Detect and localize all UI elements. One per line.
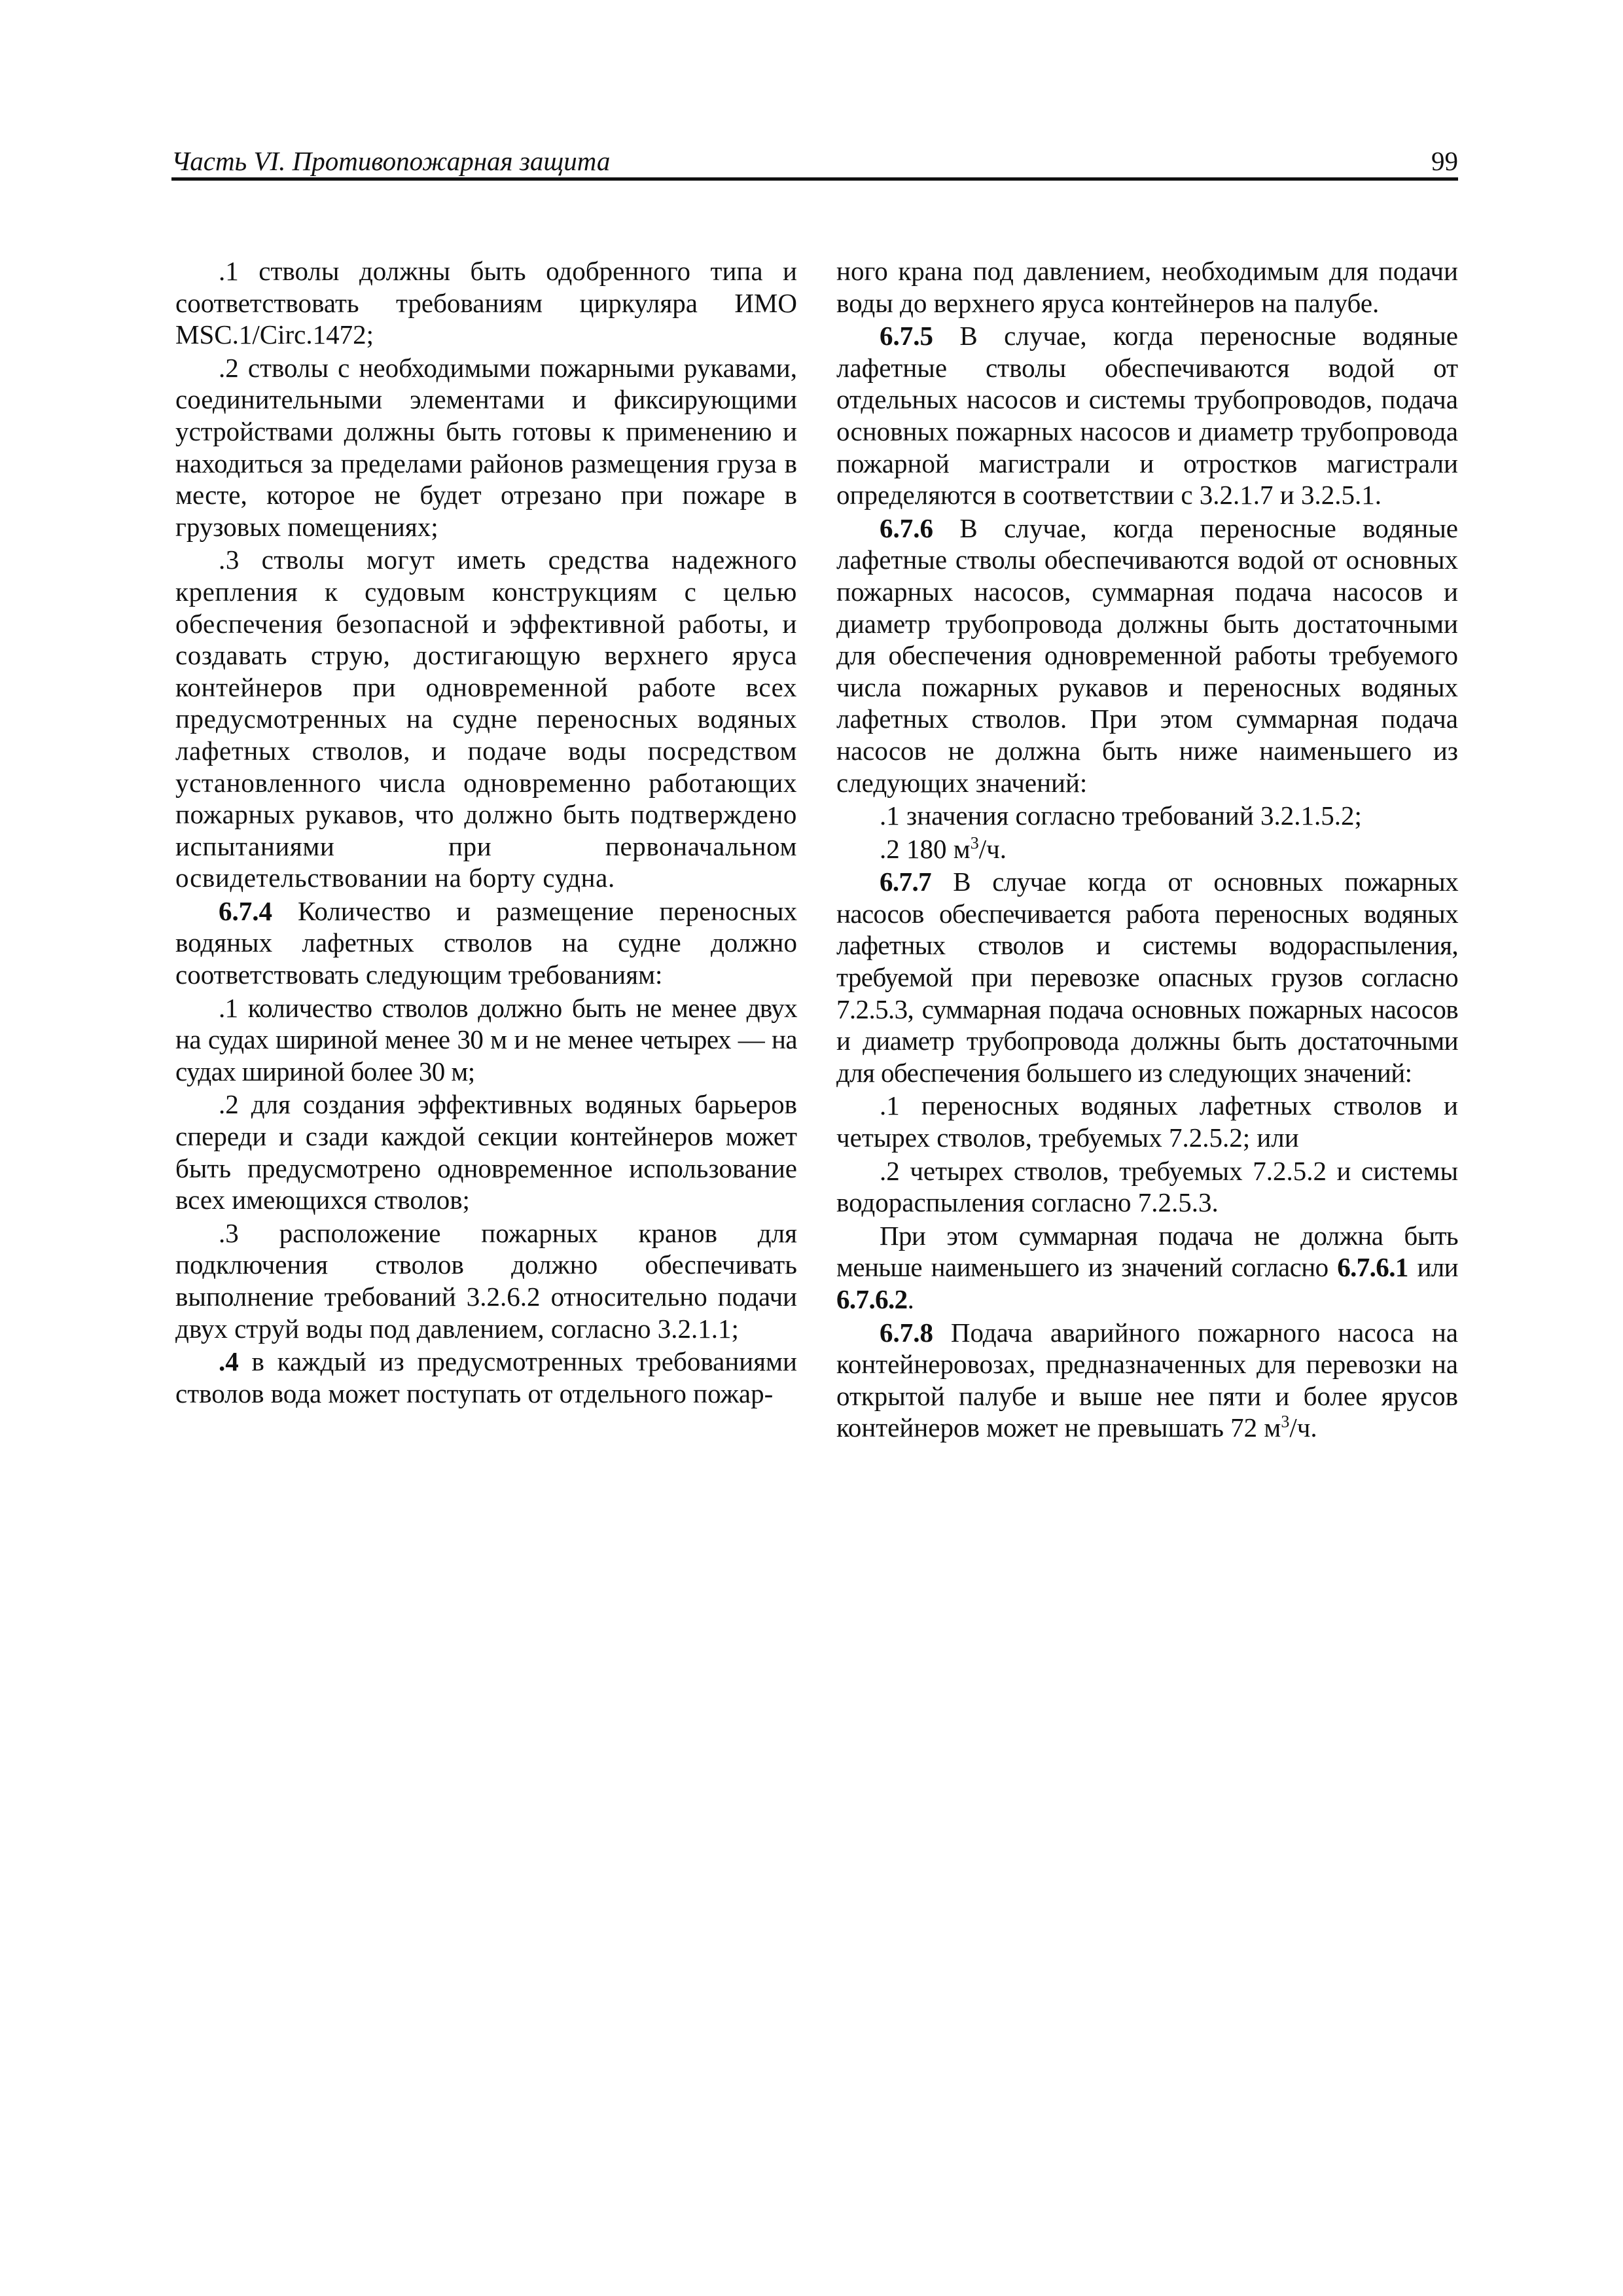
paragraph: .2 для создания эффективных водяных барьеров спереди и сзади каждой секции контейнеров может быть предусмотрено одновременное использование всех имеющихся стволов; [175,1089,797,1215]
item-number: .2 [219,352,239,383]
item-number: .1 [880,1090,900,1121]
paragraph: .2 стволы с необходимыми пожарными рукавами, соединительными элементами и фиксирующими устройствами должны быть готовы к применению и находиться за пределами районов размещения груза в месте, которое не будет отрезано при пожаре в грузовых помещениях; [175,352,797,542]
paragraph: .4 в каждый из предусмотренных требованиями стволов вода может поступать от отдельного пожар- [175,1346,797,1408]
section-number: 6.7.8 [880,1317,933,1348]
paragraph: .1 переносных водяных лафетных стволов и четырех стволов, требуемых 7.2.5.2; или [836,1090,1458,1153]
paragraph-continuation: ного крана под давлением, необходимым для подачи воды до верхнего яруса контейнеров на палубе. [836,256,1458,318]
item-number: .3 [219,1217,239,1248]
running-header-title: Часть VI. Противопожарная защита [171,146,611,176]
section-number: 6.7.7 [880,867,932,897]
paragraph: .2 четырех стволов, требуемых 7.2.5.2 и системы водораспыления согласно 7.2.5.3. [836,1155,1458,1218]
paragraph: .1 значения согласно требований 3.2.1.5.2; [880,800,1362,831]
section-paragraph: 6.7.4 Количество и размещение переносных водяных лафетных стволов на судне должно соответствовать следующим требованиям: [175,895,797,990]
cross-reference: 6.7.6.2 [836,1284,908,1314]
item-number: .2 [880,1155,900,1186]
right-column [836,255,1458,1445]
running-header [171,143,1458,181]
item-number: .4 [219,1346,239,1377]
item-number: .1 [219,256,239,286]
page-number: 99 [1431,146,1458,176]
item-number: .3 [219,545,240,575]
section-number: 6.7.5 [880,321,933,351]
left-column [175,255,797,1410]
section-paragraph: 6.7.6 В случае, когда переносные водяные лафетные стволы обеспечиваются водой от основных пожарных насосов, суммарная подача насосов и диаметр трубопровода должны быть достаточными для обеспечения одновременной работы требуемого числа пожарных рукавов и переносных водяных лафетных стволов. При этом суммарная подача насосов не должна быть ниже наименьшего из следующих значений: [836,512,1458,798]
section-paragraph: 6.7.7 В случае когда от основных пожарных насосов обеспечивается работа переносных водяных лафетных стволов и системы водораспыления, требуемой при перевозке опасных грузов согласно 7.2.5.3, суммарная подача основных пожарных насосов и диаметр трубопровода должны быть достаточными для обеспечения большего из следующих значений: [836,867,1458,1088]
section-number: 6.7.4 [219,895,272,926]
paragraph: .1 стволы должны быть одобренного типа и соответствовать требованиям циркуляра ИМО MSC.1/Circ.1472; [175,256,797,350]
item-number: .2 [219,1089,239,1120]
paragraph: .3 стволы могут иметь средства надежного крепления к судовым конструкциям с целью обеспечения безопасной и эффективной работы, и создавать струю, достигающую верхнего яруса контейнеров при одновременной работе всех предусмотренных на судне переносных водяных лафетных стволов, и подаче воды посредством установленного числа одновременно работающих пожарных рукавов, что должно быть подтверждено испытаниями при первоначальном освидетельствовании на борту судна. [175,545,797,893]
paragraph: .3 расположение пожарных кранов для подключения стволов должно обеспечивать выполнение требований 3.2.6.2 относительно подачи двух струй воды под давлением, согласно 3.2.1.1; [175,1217,797,1344]
paragraph: .1 количество стволов должно быть не менее двух на судах шириной менее 30 м и не менее четырех — на судах шириной более 30 м; [175,992,797,1086]
item-number: .1 [880,800,900,831]
item-number: .2 [880,833,900,864]
section-paragraph: 6.7.5 В случае, когда переносные водяные лафетные стволы обеспечиваются водой от отдельных насосов и системы трубопроводов, подача основных пожарных насосов и диаметр трубопровода пожарной магистрали и отростков магистрали определяются в соответствии с 3.2.1.7 и 3.2.5.1. [836,321,1458,511]
paragraph: .2 180 $м^3/ч$. [880,833,1007,864]
paragraph: При этом суммарная подача не должна быть меньше наименьшего из значений согласно 6.7.6.1 или 6.7.6.2. [836,1220,1458,1314]
section-paragraph: 6.7.8 Подача аварийного пожарного насоса на контейнеровозах, предназначенных для перевозки на открытой палубе и выше нее пяти и более ярусов контейнеров может не превышать 72 $м^3/ч$. [836,1317,1458,1443]
cross-reference: 6.7.6.1 [1337,1252,1408,1283]
section-number: 6.7.6 [880,512,933,543]
item-number: .1 [219,992,238,1023]
